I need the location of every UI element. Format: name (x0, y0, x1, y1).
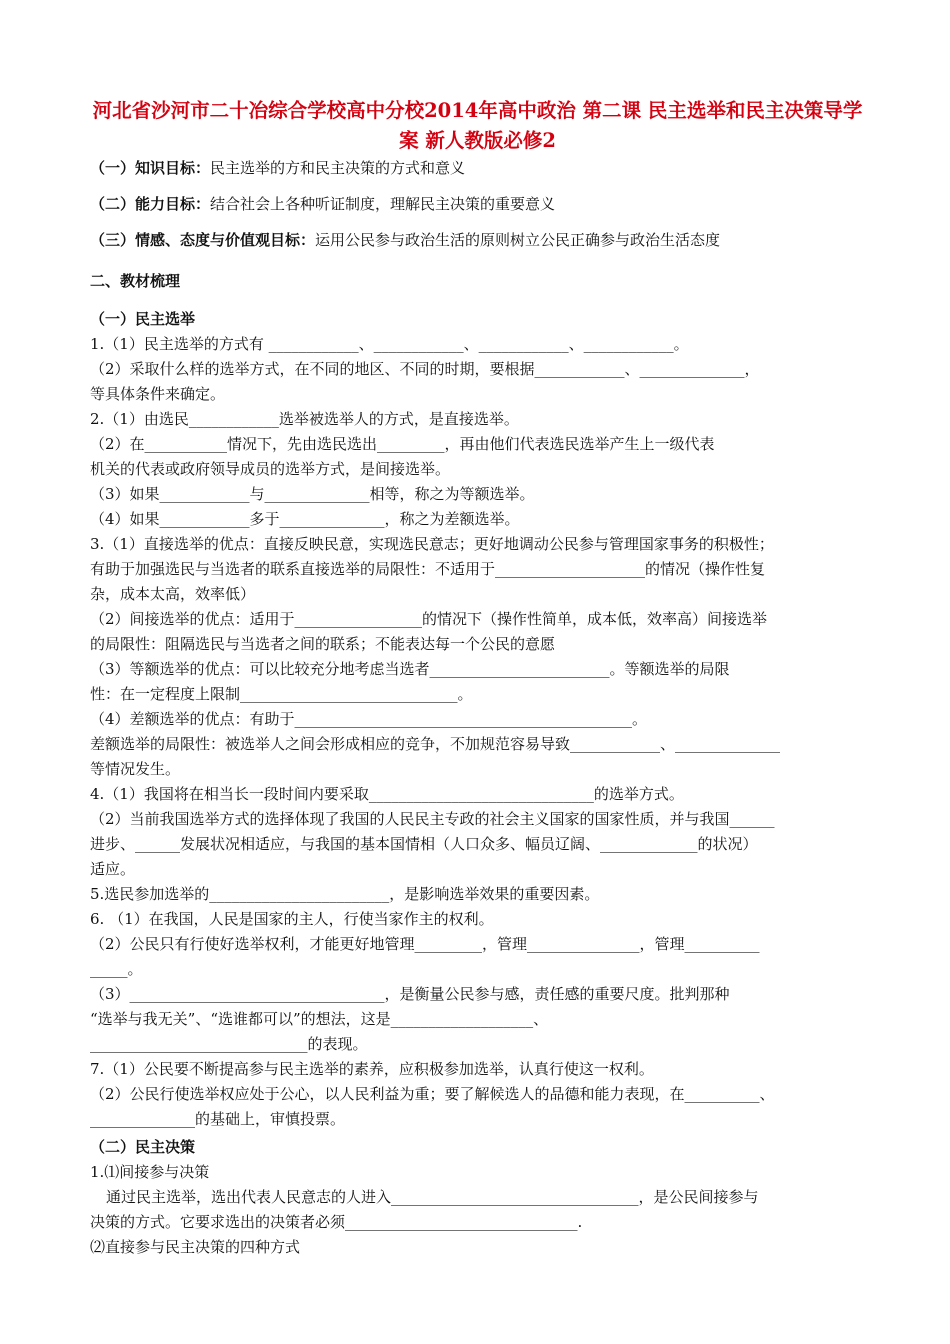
objective-2 (90, 194, 865, 214)
document-title: 河北省沙河市二十冶综合学校高中分校2014年高中政治 第二课 民主选举和民主决策导学案 新人教版必修2 (92, 99, 863, 152)
text-line: （2）间接选举的优点：适用于_________________的情况下（操作性简单，成本低，效率高）间接选举 (90, 610, 768, 628)
text-line: 2.（1）由选民____________选举被选举人的方式，是直接选举。 (90, 410, 519, 428)
text-line: 通过民主选举，选出代表人民意志的人进入_________________________________，是公民间接参与 (106, 1188, 759, 1206)
text-line: （3）如果____________与______________相等，称之为等额选举。 (90, 485, 535, 503)
text-line: 1.⑴间接参与决策 (90, 1163, 210, 1181)
text-line: _____________________________的表现。 (90, 1035, 368, 1053)
text-line: 3.（1）直接选举的优点：直接反映民意，实现选民意志；更好地调动公民参与管理国家事务的积极性； (90, 535, 774, 553)
objective-3 (90, 230, 865, 250)
text-line: 进步、______发展状况相适应，与我国的基本国情相（人口众多、幅员辽阔、_____________的状况） (90, 835, 758, 853)
text-line: 等具体条件来确定。 (90, 385, 226, 403)
text-line: （2）在___________情况下，先由选民选出_________，再由他们代表选民选举产生上一级代表 (90, 435, 715, 453)
objective-text: 民主选举的方和民主决策的方式和意义 (210, 159, 466, 177)
text-line: 决策的方式。它要求选出的决策者必须_______________________________. (90, 1213, 583, 1231)
democratic-decision-body (90, 1160, 865, 1260)
text-line: 性：在一定程度上限制_____________________________。 (90, 685, 473, 703)
text-line: 7.（1）公民要不断提高参与民主选举的素养，应积极参加选举，认真行使这一权利。 (90, 1060, 654, 1078)
democratic-election-body (90, 332, 865, 1132)
text-line: （4）差额选举的优点：有助于_____________________________________________。 (90, 710, 648, 728)
subsection-heading: （一）民主选举 (90, 310, 196, 328)
text-line: 差额选举的局限性：被选举人之间会形成相应的竞争，不加规范容易导致____________、______________ (90, 735, 781, 753)
text-line: （3）等额选举的优点：可以比较充分地考虑当选者________________________。等额选举的局限 (90, 660, 730, 678)
objective-1 (90, 158, 865, 178)
text-line: 杂，成本太高，效率低） (90, 585, 256, 603)
text-line: 的局限性：阻隔选民与当选者之间的联系；不能表达每一个公民的意愿 (90, 635, 556, 653)
text-line: （2）公民行使选举权应处于公心，以人民利益为重；要了解候选人的品德和能力表现，在__________、 (90, 1085, 775, 1103)
objectives (90, 158, 865, 250)
objective-label: （三）情感、态度与价值观目标： (90, 231, 316, 249)
section-heading: 二、教材梳理 (90, 272, 181, 290)
text-line: ⑵直接参与民主决策的四种方式 (90, 1238, 301, 1256)
text-line: 等情况发生。 (90, 760, 181, 778)
text-line: ______________的基础上，审慎投票。 (90, 1110, 346, 1128)
text-line: 6. （1）在我国，人民是国家的主人，行使当家作主的权利。 (90, 910, 494, 928)
objective-label: （二）能力目标： (90, 195, 211, 213)
document-page (90, 96, 865, 1260)
text-line: 适应。 (90, 860, 136, 878)
subsection-heading: （二）民主决策 (90, 1138, 196, 1156)
objective-text: 运用公民参与政治生活的原则树立公民正确参与政治生活态度 (315, 231, 721, 249)
text-line: （3）__________________________________，是衡量公民参与感，责任感的重要尺度。批判那种 (90, 985, 730, 1003)
text-line: （2）当前我国选举方式的选择体现了我国的人民民主专政的社会主义国家的国家性质，并与我国______ (90, 810, 775, 828)
text-line: 机关的代表或政府领导成员的选举方式，是间接选举。 (90, 460, 451, 478)
text-line: “选举与我无关”、“选谁都可以”的想法，这是___________________、 (90, 1010, 549, 1028)
text-line: 4.（1）我国将在相当长一段时间内要采取______________________________的选举方式。 (90, 785, 684, 803)
text-line: 5.选民参加选举的________________________，是影响选举效果的重要因素。 (90, 885, 600, 903)
text-line: （4）如果____________多于______________，称之为差额选举。 (90, 510, 520, 528)
text-line: _____。 (90, 960, 143, 978)
text-line: （2）公民只有行使好选举权利，才能更好地管理_________，管理_______________，管理__________ (90, 935, 760, 953)
objective-label: （一）知识目标： (90, 159, 211, 177)
text-line: 1.（1）民主选举的方式有 ____________、____________、____________、____________。 (90, 335, 689, 353)
text-line: （2）采取什么样的选举方式，在不同的地区、不同的时期，要根据____________、______________， (90, 360, 760, 378)
text-line: 有助于加强选民与当选者的联系直接选举的局限性：不适用于____________________的情况（操作性复 (90, 560, 766, 578)
objective-text: 结合社会上各种听证制度，理解民主决策的重要意义 (210, 195, 556, 213)
